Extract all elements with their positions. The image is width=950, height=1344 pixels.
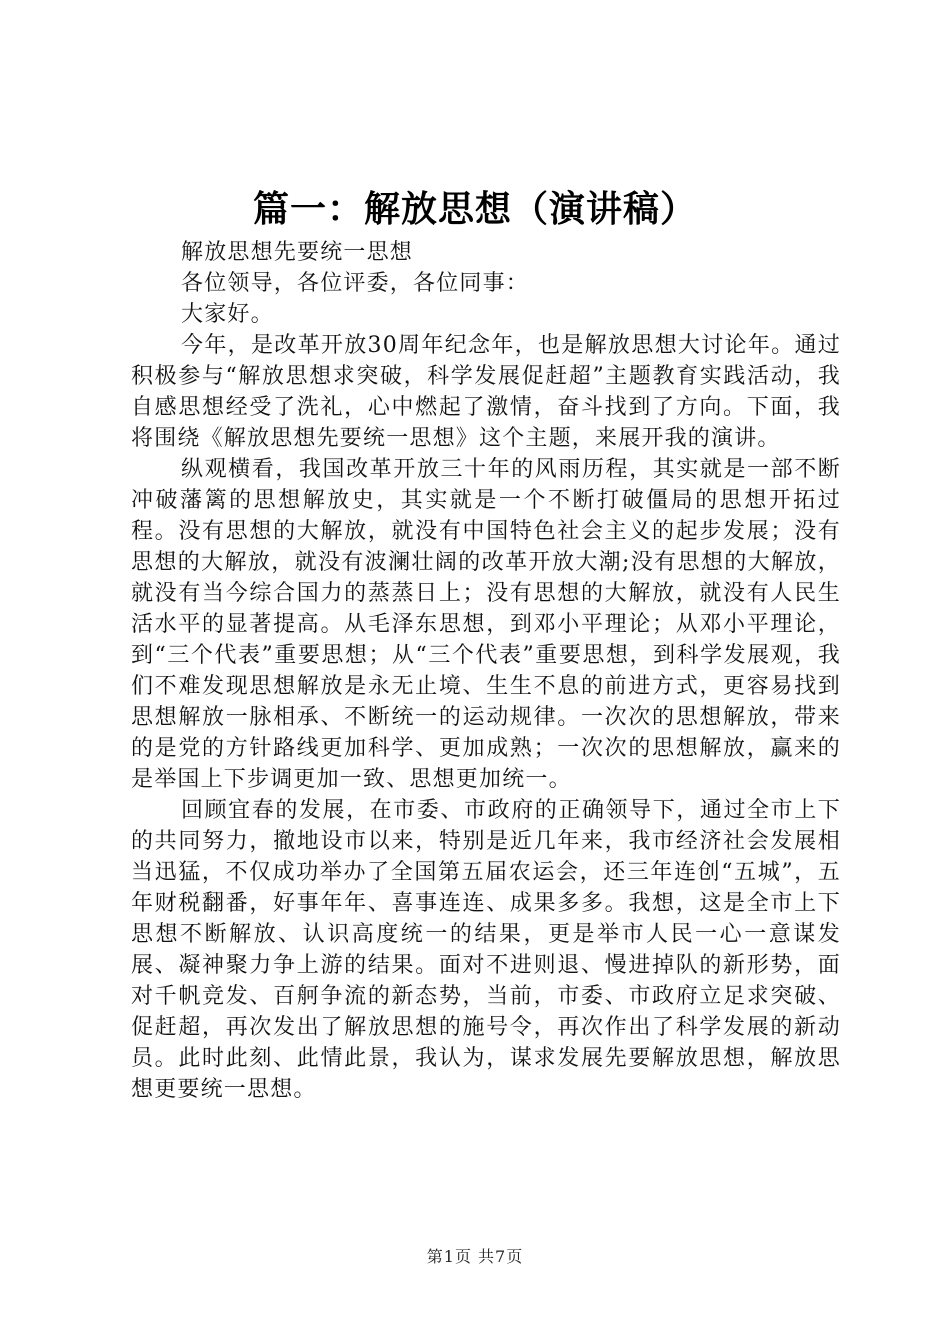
paragraph-2: 纵观横看，我国改革开放三十年的风雨历程，其实就是一部不断冲破藩篱的思想解放史，其实就是一个不断打破僵局的思想开拓过程。没有思想的大解放，就没有中国特色社会主义的起步发展；没有思想的大解放，就没有波澜壮阔的改革开放大潮;没有思想的大解放，就没有当今综合国力的蒸蒸日上；没有思想的大解放，就没有人民生活水平的显著提高。从毛泽东思想，到邓小平理论；从邓小平理论，到“三个代表”重要思想；从“三个代表”重要思想，到科学发展观，我们不难发现思想解放是永无止境、生生不息的前进方式，更容易找到思想解放一脉相承、不断统一的运动规律。一次次的思想解放，带来的是党的方针路线更加科学、更加成熟；一次次的思想解放，赢来的是举国上下步调更加一致、思想更加统一。 [131,457,841,792]
greeting: 大家好。 [181,302,274,327]
paragraph-3: 回顾宜春的发展，在市委、市政府的正确领导下，通过全市上下的共同努力，撤地设市以来，特别是近几年来，我市经济社会发展相当迅猛，不仅成功举办了全国第五届农运会，还三年连创“五城”，五年财税翻番，好事年年、喜事连连、成果多多。我想，这是全市上下思想不断解放、认识高度统一的结果，更是举市人民一心一意谋发展、凝神聚力争上游的结果。面对不进则退、慢进掉队的新形势，面对千帆竞发、百舸争流的新态势，当前，市委、市政府立足求突破、促赶超，再次发出了解放思想的施号令，再次作出了科学发展的新动员。此时此刻、此情此景，我认为，谋求发展先要解放思想，解放思想更要统一思想。 [131,798,841,1102]
salutation: 各位领导，各位评委，各位同事： [181,271,530,296]
paragraph-1: 今年，是改革开放30周年纪念年，也是解放思想大讨论年。通过积极参与“解放思想求突破，科学发展促赶超”主题教育实践活动，我自感思想经受了洗礼，心中燃起了激情，奋斗找到了方向。下面，我将围绕《解放思想先要统一思想》这个主题，来展开我的演讲。 [131,333,841,451]
document-title: 篇一：解放思想（演讲稿） [252,188,697,230]
page-number: 第1页 共7页 [426,1247,524,1266]
document-body [131,237,841,1105]
speech-subtitle: 解放思想先要统一思想 [181,240,414,265]
